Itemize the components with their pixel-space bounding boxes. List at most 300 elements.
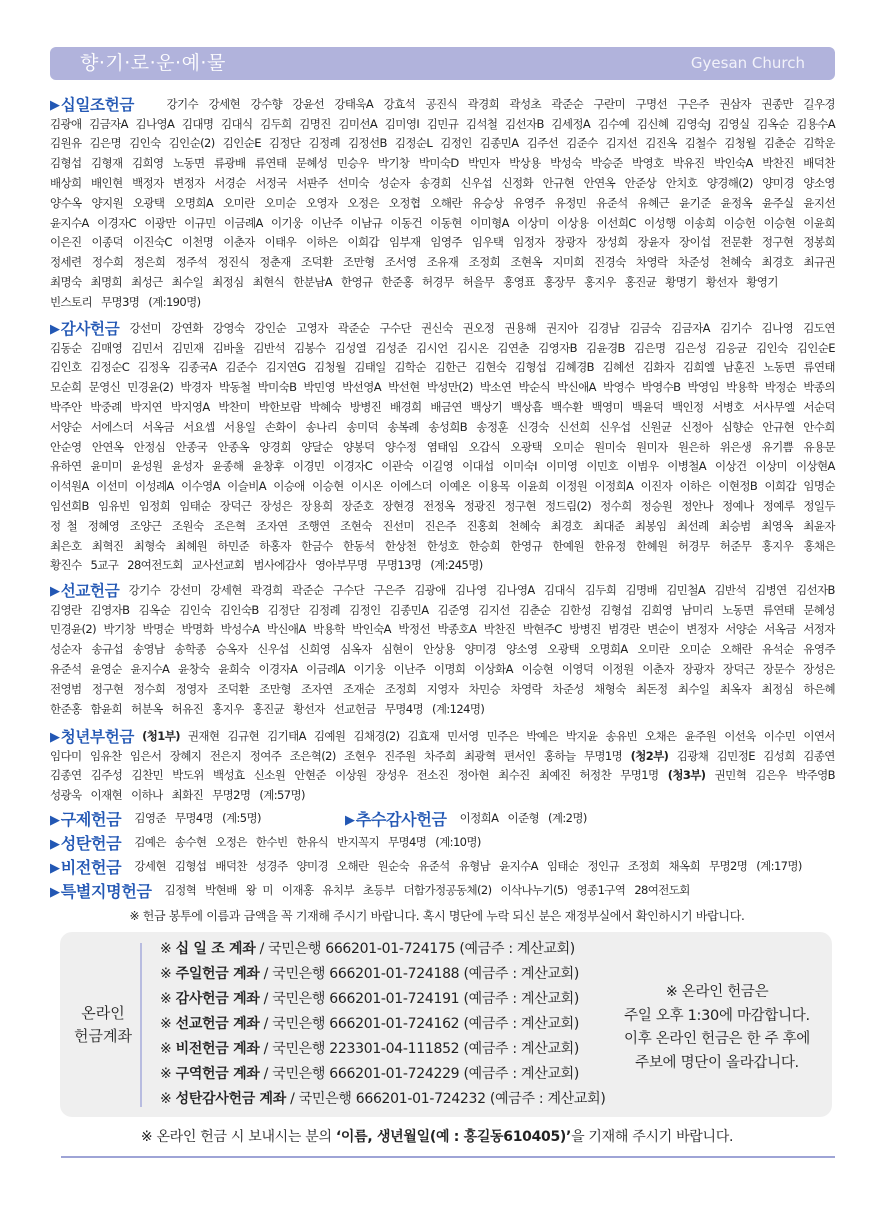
donor-name: 박찬진 [762,156,794,171]
donor-name: 천혜숙 [719,255,752,270]
donor-name: 이승현 [763,215,796,230]
donor-name: 황선자 [293,701,325,716]
name-row [50,679,835,699]
name-row [50,377,835,397]
donor-name: 신선희 [558,419,590,434]
donor-name: 김성열 [334,340,367,355]
donor-name: 김현숙 [474,360,507,375]
donor-name: 무명13명 [376,558,422,573]
donor-name: 박미숙D [418,156,459,171]
donor-name: 김청월 [314,360,346,375]
donor-name: 조은혁(2) [289,748,336,763]
donor-name: (계:17명) [756,859,802,873]
donor-name: 박종의 [803,380,835,395]
donor-name: 신정화 [501,176,534,191]
donor-name: 백영미 [591,400,623,415]
donor-name: 송성희B [428,419,468,434]
name-row [50,536,835,556]
donor-name: 김시언 [416,340,448,355]
name-row-total [50,292,835,312]
donor-name: 오해란 [430,195,462,210]
donor-name: 최선례 [677,518,709,533]
donor-name: 임다미 [50,748,82,763]
group-tag: (청2부) [630,748,669,763]
donor-name: 유용문 [803,439,835,454]
donor-name: 성순자 [50,642,82,657]
donor-name: 양봉덕 [343,439,375,454]
donor-name: 차영락 [510,681,542,696]
donor-name: 김석철 [465,116,498,131]
donor-name: 구란미 [593,96,625,111]
donor-name: 조덕환 [301,255,333,270]
donor-name: (계:2명) [547,811,587,825]
donor-name: 임정자 [513,235,545,250]
donor-name: 김대식 [543,582,576,597]
donor-name: 지미희 [552,255,584,270]
donor-name: 강세현 [134,859,166,873]
donor-name: 박기창 [377,156,410,171]
donor-name: 최혜원 [175,538,208,553]
donor-name: 김학운 [803,136,835,151]
donor-name: 김대명 [181,116,214,131]
donor-name: 이윤희 [516,479,549,494]
donor-name: 강기수 [128,582,161,597]
donor-name: 김은명 [634,340,666,355]
donor-name: 이상미 [517,215,549,230]
donor-name: 이경자A [258,662,298,677]
donor-name: 강영숙 [212,320,245,335]
donor-name: 이성례A [134,479,174,494]
donor-name: 이정원 [555,479,588,494]
donor-name: 김한근 [434,360,467,375]
donor-name: 유준석 [596,195,628,210]
donor-name: 장현경 [382,499,414,514]
donor-name: 28여전도회 [127,558,183,573]
mission-section [50,580,835,719]
donor-name: 최수일 [677,681,710,696]
donor-name: 장성희 [596,235,628,250]
vision-heading: ▶ 비전헌금 [50,855,121,878]
donor-name: 김옥순 [138,602,171,617]
donor-name: 장광자 [682,662,715,677]
donor-name: 김인순E [222,136,261,151]
donor-name: 김병연 [755,582,787,597]
donor-name: 박인숙A [714,156,753,171]
donor-name: 김정례 [308,136,340,151]
donor-name: 박중례 [90,400,122,415]
name-row [50,94,835,114]
donor-name: 최영옥 [761,518,793,533]
donor-name: 서경순 [214,176,246,191]
donor-name: 정수희 [91,255,124,270]
donor-name: 김선자B [504,116,544,131]
donor-name: 강세현 [208,96,241,111]
donor-name: 임은서 [129,748,162,763]
donor-name: 최성근 [131,275,163,290]
harvest-group [345,806,587,830]
donor-name: 전은지 [209,748,242,763]
donor-name: 조원숙 [171,518,204,533]
donor-name: 이천명 [181,235,214,250]
donor-name: 진은주 [424,518,456,533]
donor-name: 정승원 [640,499,673,514]
donor-name: 채형숙 [594,681,626,696]
donor-name: 이에스더 [389,479,432,494]
donor-name: 정구현 [91,681,124,696]
donor-name: 이희갑 [764,479,797,494]
donor-name: 김인순(2) [168,136,215,151]
donor-name: 홍채은 [803,538,835,553]
name-row [50,358,835,378]
donor-name: 민서영 [447,728,479,743]
donor-name: 오정은 [215,835,247,849]
donor-name: 한유식 [296,835,328,849]
donor-name: 임유빈 [97,499,130,514]
donor-name: 김정단 [268,136,301,151]
donor-name: 이시온 [350,479,383,494]
donor-name: 박주안 [50,400,82,415]
donor-name: 김철수 [684,136,717,151]
donor-name: 유준석 [50,662,82,677]
donor-name: 이윤희 [803,215,835,230]
donor-name: 장문수 [763,662,795,677]
donor-name: (계:245명) [430,558,483,573]
donor-name: 최은호 [50,538,82,553]
donor-name: 이상현A [795,459,835,474]
donor-name: 유기쁨 [761,439,794,454]
donor-name: 오갑식 [468,439,501,454]
relief-heading: ▶ 구제헌금 [50,807,121,830]
donor-name: 박용학 [313,622,345,637]
donor-name: 김성준 [375,340,407,355]
donor-name: 길우경 [803,96,835,111]
donor-name: 선미숙 [337,176,369,191]
donor-name: 김정혁 [164,883,197,897]
donor-name: 이은진 [50,235,82,250]
donor-name: 김기태A [267,728,306,743]
donor-name: 김희영 [640,602,673,617]
donor-name: 김종국A [177,360,217,375]
donor-name: 김시온 [456,340,489,355]
donor-name: 배덕찬 [803,156,835,171]
triangle-bullet-icon [50,581,61,599]
donor-name: 안상용 [423,642,455,657]
donor-name: 배상희 [50,176,82,191]
donor-name: 편서인 [503,748,536,763]
donor-name: 박종호A [437,622,477,637]
donor-name: 신우섭 [257,642,289,657]
donor-name: 황선자 [705,275,738,290]
donor-name: (계:57명) [259,788,305,803]
donor-name: 김경남 [587,320,620,335]
donor-name: 홍지우 [212,701,244,716]
donor-name: 이동현 [430,215,462,230]
donor-name: 함윤희 [90,701,123,716]
vertical-divider [140,943,142,1107]
donor-name: 이승현 [312,479,344,494]
donor-name: 임명순 [803,479,835,494]
donor-name: 홍지우 [584,275,616,290]
donor-name: 권오정 [462,320,495,335]
donor-name: 조은혁 [213,518,246,533]
donor-name: 윤미미 [90,459,122,474]
donor-name: 이길영 [421,459,454,474]
donor-name: 김혜선 [602,360,635,375]
donor-name: 김정단 [267,602,300,617]
triangle-bullet-icon [50,809,61,828]
donor-name: 황진수 [50,558,82,573]
donor-name: 서정국 [255,176,287,191]
donor-name: 박동철 [219,380,251,395]
donor-name: 송미덕 [346,419,379,434]
donor-name: 윤영순 [90,662,122,677]
donor-name: 윤지선 [803,195,835,210]
donor-name: 허을무 [462,275,495,290]
donor-name: 김춘순 [763,136,796,151]
donor-name: 정광진 [463,499,496,514]
donor-name: 안종국 [175,439,208,454]
donor-name: 진선미 [382,518,414,533]
donor-name: 박예은 [526,728,558,743]
donor-name: 박선현 [388,380,420,395]
donor-name: 박민자 [468,156,500,171]
donor-name: 김영실 [717,116,750,131]
donor-name: 이성행 [644,215,676,230]
donor-name: 이승현 [521,662,554,677]
donor-name: 전정옥 [423,499,455,514]
donor-name: 한준홍 [381,275,414,290]
donor-name: 이진숙C [132,235,172,250]
donor-name: 김인숙 [756,340,788,355]
account-row: ※ 십 일 조 계좌 / 국민은행 666201-01-724175 (예금주 : 계산교회) [160,941,575,957]
donor-name: 이종덕 [91,235,123,250]
donor-name: 김형섭 [600,602,632,617]
donor-name: 원미숙 [594,439,626,454]
donor-name: 김인순E [796,340,835,355]
donor-name: 김나영A [495,582,535,597]
donor-name: 오광택 [510,439,542,454]
donor-name: 강윤선 [292,96,324,111]
donor-name: 유혜근 [637,195,670,210]
donor-name: 정춘재 [259,255,291,270]
donor-name: 유영주 [803,642,835,657]
donor-name: 김원유 [50,136,82,151]
donor-name: 이대섭 [462,459,494,474]
donor-name: 한영규 [340,275,373,290]
donor-name: 박영임 [687,380,720,395]
donor-name: 서요셉 [183,419,215,434]
name-row [50,766,835,786]
donor-name: 서판주 [296,176,328,191]
donor-name: 김금자A [89,116,128,131]
triangle-bullet-icon [50,95,61,113]
name-row [50,233,835,253]
donor-name: 강기수 [166,96,199,111]
donor-name: 한분남A [293,275,332,290]
donor-name: 김수예 [597,116,630,131]
donor-name: 노동면 [172,156,205,171]
donor-name: 문영신 [88,380,121,395]
donor-name: 백상흠 [510,400,543,415]
donor-name: 범경란 [608,622,640,637]
donor-name: 민경윤(2) [50,622,97,637]
donor-name: 심향순 [721,419,754,434]
donor-name: 이승헌 [723,215,756,230]
donor-name: 최돈정 [636,681,668,696]
donor-name: 구은주 [677,96,709,111]
donor-name: 서사무엘 [752,400,795,415]
donor-name: 이정원 [602,662,634,677]
donor-name: 김나영 [455,582,487,597]
donor-name: 홍진균 [624,275,657,290]
donor-name: 이상미 [755,459,787,474]
donor-name: 이춘자 [223,235,255,250]
donor-name: 송복례 [387,419,419,434]
donor-name: 김기수 [719,320,752,335]
donor-name: 권용해 [504,320,536,335]
donor-name: 김인숙B [219,602,259,617]
donor-name: 남훈진 [723,360,755,375]
donor-name: 김민정E [716,748,755,763]
donor-name: 조서영 [384,255,417,270]
donor-name: 백수환 [551,400,583,415]
donor-name: 이예온 [439,479,471,494]
donor-name: 노동면 [763,360,795,375]
name-row [50,496,835,516]
donor-name: 김정옥 [137,360,170,375]
donor-name: 백인정 [672,400,704,415]
donor-name: 이진자 [640,479,673,494]
donor-name: 백정자 [132,176,164,191]
donor-name: 이경민 [292,459,325,474]
donor-name: 윤희숙 [218,662,250,677]
donor-name: 임태순 [179,499,211,514]
donor-name: 김효재 [407,728,440,743]
donor-name: 곽준순 [551,96,584,111]
donor-name: 한승희 [468,538,501,553]
donor-name: 조자연 [256,518,288,533]
donor-name: 전영범 [50,681,82,696]
donor-name: 김주성 [90,768,123,783]
donor-name: 양수옥 [50,195,82,210]
donor-name: 서용일 [223,419,256,434]
donor-name: 유석순 [761,642,794,657]
donor-name: 이기웅 [271,215,303,230]
online-account-label: 온라인 헌금계좌 [74,1004,132,1045]
donor-name: 오해란 [720,642,753,657]
donor-name: 김두희 [584,582,617,597]
donor-name: 장광자 [554,235,587,250]
donor-name: 안치호 [665,176,698,191]
donor-name: 정예루 [762,499,795,514]
donor-name: 최대준 [592,518,625,533]
donor-name: 김정선B [348,136,387,151]
donor-name: 김규현 [227,728,260,743]
donor-name: 김선자B [795,582,835,597]
donor-name: 김민철A [666,582,706,597]
donor-name: 최경호 [761,255,794,270]
donor-name: 이재홍 [281,883,314,897]
donor-name: 임정희 [138,499,171,514]
donor-name: 이슬비A [227,479,266,494]
donor-name: 박혜숙 [309,400,341,415]
donor-name: 안현준 [294,768,326,783]
donor-name: 한준홍 [50,701,82,716]
name-row [50,457,835,477]
donor-name: 이경자C [333,459,373,474]
donor-name: 이희갑 [347,235,380,250]
donor-name: 정 철 [50,518,78,533]
donor-name: 노동면 [722,602,754,617]
donor-name: 허경무 [422,275,454,290]
donor-name: 김나영 [761,320,794,335]
donor-name: 김윤경B [586,340,625,355]
donor-name: 유정민 [554,195,587,210]
donor-name: 정주석 [175,255,208,270]
donor-name: 무명2명 [212,788,251,803]
donor-name: 최정심 [212,275,244,290]
donor-name: 임태순 [546,859,579,873]
donor-name: 서정자 [803,622,835,637]
donor-name: 권민혁 [714,768,747,783]
donor-name: 강선미 [129,320,162,335]
donor-name: 오해란 [336,859,369,873]
donor-name: 김종민A [479,136,519,151]
donor-name: 변정자 [686,622,718,637]
donor-name: 홍영표 [503,275,535,290]
account-row: ※ 비전헌금 계좌 / 국민은행 223301-04-111852 (예금주 : 계산교회) [160,1041,580,1057]
donor-name: 이하은 [679,479,712,494]
donor-name: 황명기 [665,275,697,290]
donor-name: 최명숙 [50,275,82,290]
donor-name: 이관숙 [381,459,413,474]
donor-name: 이현정B [718,479,758,494]
donor-name: 이수영A [181,479,220,494]
donor-name: 서양순 [50,419,82,434]
donor-name: 김준수 [566,136,598,151]
account-row: ※ 주일헌금 계좌 / 국민은행 666201-01-724188 (예금주 : 계산교회) [160,966,580,982]
donor-name: 하홍자 [259,538,291,553]
donor-name: 박성만(2) [426,380,473,395]
donor-name: 조만형 [259,681,291,696]
donor-name: 전소진 [416,768,449,783]
tithe-heading: ▶ 십일조헌금 [50,93,134,115]
donor-name: 진홍회 [466,518,499,533]
donor-name: 정드림(2) [544,499,592,514]
donor-name: 남미리 [681,602,713,617]
donor-name: 최봉임 [634,518,667,533]
donor-name: 전문환 [720,235,752,250]
donor-name: 이민호 [586,459,618,474]
donor-name: 김청월 [724,136,756,151]
name-row [50,153,835,173]
donor-name: 안규현 [542,176,575,191]
donor-name: 김희영 [131,156,164,171]
donor-name: 윤성원 [130,459,163,474]
donor-name: 서양순 [725,622,757,637]
donor-name: 문혜성 [803,602,835,617]
donor-name: 정수희 [600,499,632,514]
donor-name: 양경해(2) [706,176,753,191]
donor-name: 조정희 [627,859,660,873]
donor-name: 이기웅 [353,662,385,677]
name-row [50,417,835,437]
donor-name: 김인호 [50,360,82,375]
donor-name: 신경숙 [517,419,549,434]
donor-name: 승옥자 [215,642,248,657]
donor-name: 김미선A [338,116,378,131]
donor-name: 하은혜 [803,681,835,696]
